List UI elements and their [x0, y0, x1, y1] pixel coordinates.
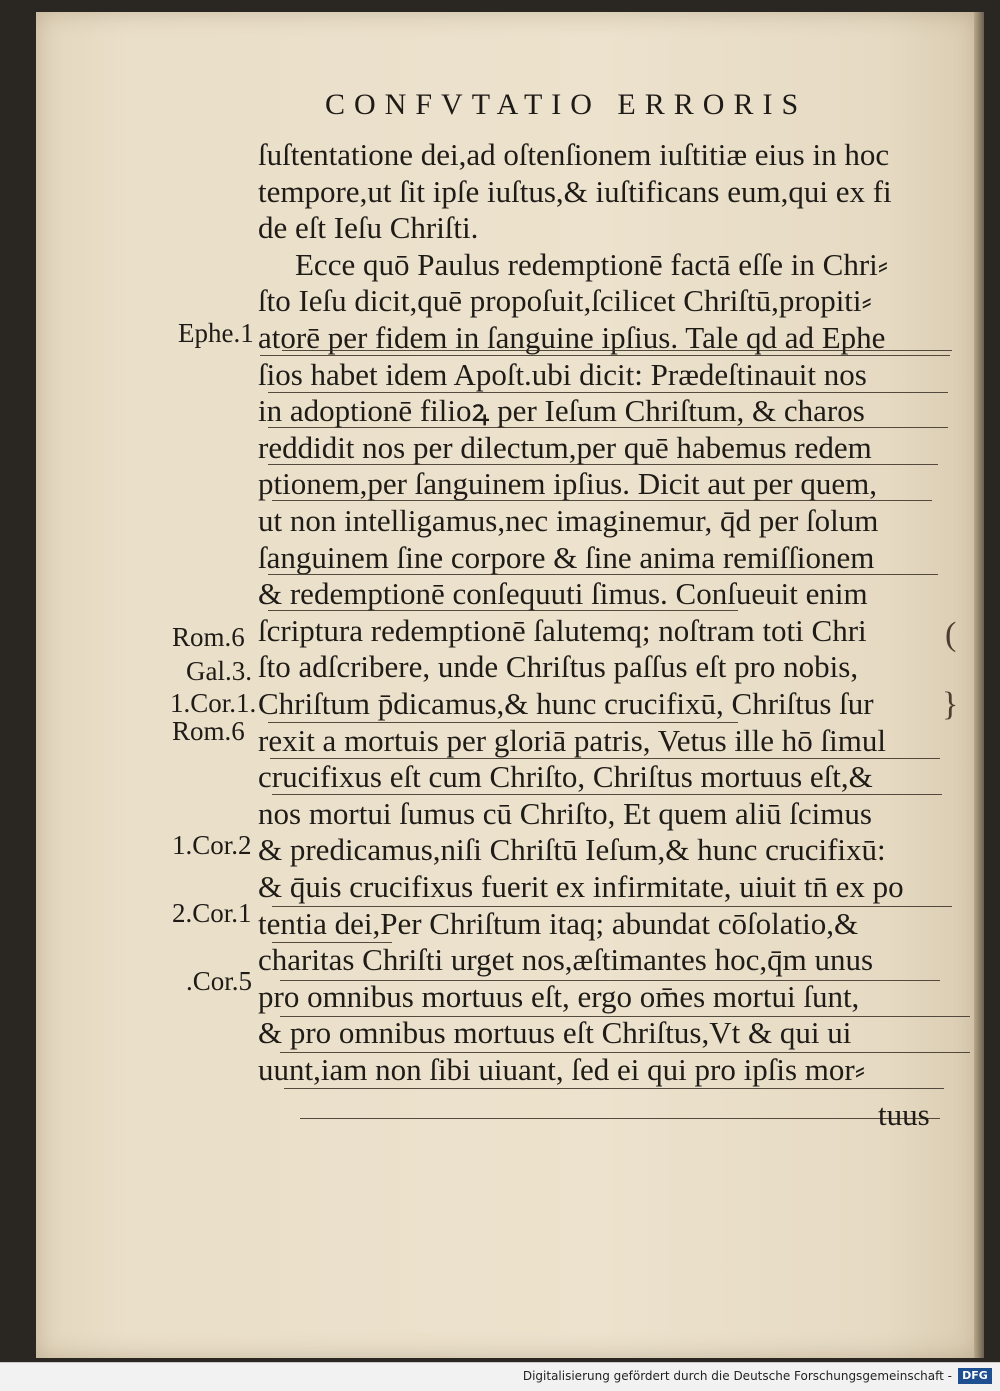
text-line: [258, 1051, 948, 1088]
text-line: [258, 392, 948, 429]
text-line-content: & pro omnibus mortuus eſt Chriſtus,Vt & qui ui: [258, 1015, 852, 1051]
text-line-content: in adoptionē filioꝝ per Ieſum Chriſtum, & charos: [258, 393, 865, 429]
text-line: [258, 905, 948, 942]
text-line-content: ſto adſcribere, unde Chriſtus paſſus eſt pro nobis,: [258, 649, 859, 685]
handwritten-underline: [280, 1016, 970, 1017]
handwritten-underline: [268, 427, 948, 428]
text-line: [258, 209, 948, 246]
dfg-logo: DFG: [958, 1368, 992, 1384]
text-line-content: charitas Chriſti urget nos,æſtimantes hoc,q̄m unus: [258, 942, 874, 978]
text-line: [258, 941, 948, 978]
handwritten-underline: [268, 610, 738, 611]
text-line: [258, 136, 948, 173]
text-line-content: & redemptionē conſequuti ſimus. Conſueuit enim: [258, 576, 868, 612]
margin-note: Gal.3.: [186, 656, 252, 686]
text-line-content: tentia dei,Per Chriſtum itaq; abundat cōſolatio,&: [258, 905, 859, 941]
text-line-content: crucifixus eſt cum Chriſto, Chriſtus mortuus eſt,&: [258, 759, 873, 795]
running-head: CONFVTATIO ERRORIS: [325, 88, 808, 121]
text-line: [258, 282, 948, 319]
handwritten-underline: [260, 355, 950, 356]
text-line-content: nos mortui ſumus cū Chriſto, Et quem aliū ſcimus: [258, 795, 872, 831]
text-line: [258, 685, 948, 722]
handwritten-underline: [284, 1088, 944, 1089]
text-line-content: tempore,ut ſit ipſe iuſtus,& iuſtificans eum,qui ex fi: [258, 173, 892, 209]
text-line-content: ſuſtentatione dei,ad oſtenſionem iuſtitiæ eius in hoc: [258, 137, 890, 172]
text-line: [258, 831, 948, 868]
text-line-content: ſcriptura redemptionē ſalutemq; noſtram toti Chri: [258, 612, 867, 648]
handwritten-underline: [282, 350, 952, 351]
text-line: [258, 1014, 948, 1051]
handwritten-underline: [300, 1118, 940, 1119]
margin-note: Rom.6: [172, 622, 245, 652]
text-line-content: uunt,iam non ſibi uiuant, ſed ei qui pro ipſis mor⸗: [258, 1052, 866, 1087]
margin-bracket-mark: (: [945, 616, 957, 653]
text-line-content: rexit a mortuis per gloriā patris, Vetus ille hō ſimul: [258, 722, 886, 758]
text-line: [258, 539, 948, 576]
margin-bracket-mark: }: [942, 686, 959, 723]
text-line: [258, 612, 948, 649]
text-line: [258, 429, 948, 466]
text-line-content: ſanguinem ſine corpore & ſine anima remiſſionem: [258, 539, 875, 575]
text-line-content: & predicamus,niſi Chriſtū Ieſum,& hunc crucifixū:: [258, 832, 886, 868]
handwritten-underline: [268, 392, 948, 393]
text-line: [258, 575, 948, 612]
handwritten-underline: [268, 574, 938, 575]
text-line: [258, 465, 948, 502]
handwritten-underline: [272, 794, 942, 795]
text-line: [258, 722, 948, 759]
text-line-content: ptionem,per ſanguinem ipſius. Dicit aut per quem,: [258, 466, 878, 502]
margin-note: .Cor.5: [186, 966, 253, 996]
text-line-content: ut non intelligamus,nec imaginemur, q̄d per ſolum: [258, 503, 879, 538]
text-line: [258, 356, 948, 393]
text-line: [258, 758, 948, 795]
footer-text: Digitalisierung gefördert durch die Deutsche Forschungsgemeinschaft -: [522, 1369, 952, 1383]
text-line-content: Chriſtum p̄dicamus,& hunc crucifixū, Chriſtus ſur: [258, 686, 874, 721]
text-line: [258, 868, 948, 905]
handwritten-underline: [268, 464, 938, 465]
handwritten-underline: [280, 980, 940, 981]
margin-note: 1.Cor.2: [172, 830, 252, 860]
text-line-content: reddidit nos per dilectum,per quē habemus redem: [258, 429, 872, 465]
text-line-content: ſto Ieſu dicit,quē propoſuit,ſcilicet Chriſtū,propiti⸗: [258, 283, 872, 319]
handwritten-underline: [268, 722, 738, 723]
text-line-content: atorē per fidem in ſanguine ipſius. Tale qd ad Ephe: [258, 320, 886, 355]
margin-note: 1.Cor.1.: [170, 688, 257, 718]
handwritten-underline: [272, 942, 392, 943]
margin-note: Rom.6: [172, 716, 245, 746]
handwritten-underline: [270, 758, 940, 759]
text-line: [258, 795, 948, 832]
text-line-content: & q̄uis crucifixus fuerit ex infirmitate, uiuit tn̄ ex po: [258, 869, 904, 904]
text-line: [295, 246, 985, 283]
handwritten-underline: [272, 906, 952, 907]
text-line: [258, 173, 948, 210]
text-line: [258, 648, 948, 685]
handwritten-underline: [272, 500, 932, 501]
text-line-content: ſios habet idem Apoſt.ubi dicit: Prædeſtinauit nos: [258, 356, 867, 392]
catchword: tuus: [878, 1097, 930, 1132]
text-line-content: Ecce quō Paulus redemptionē factā eſſe in Chri⸗: [295, 246, 889, 282]
text-line: [258, 502, 948, 539]
margin-note: Ephe.1: [178, 318, 254, 348]
digitization-footer: [0, 1362, 1000, 1391]
text-line: [258, 978, 948, 1015]
text-line-content: pro omnibus mortuus eſt, ergo om̄es mortui ſunt,: [258, 978, 860, 1014]
page-edge: [974, 12, 984, 1358]
handwritten-underline: [280, 1052, 970, 1053]
text-line-content: de eſt Ieſu Chriſti.: [258, 210, 479, 246]
margin-note: 2.Cor.1: [172, 898, 252, 928]
